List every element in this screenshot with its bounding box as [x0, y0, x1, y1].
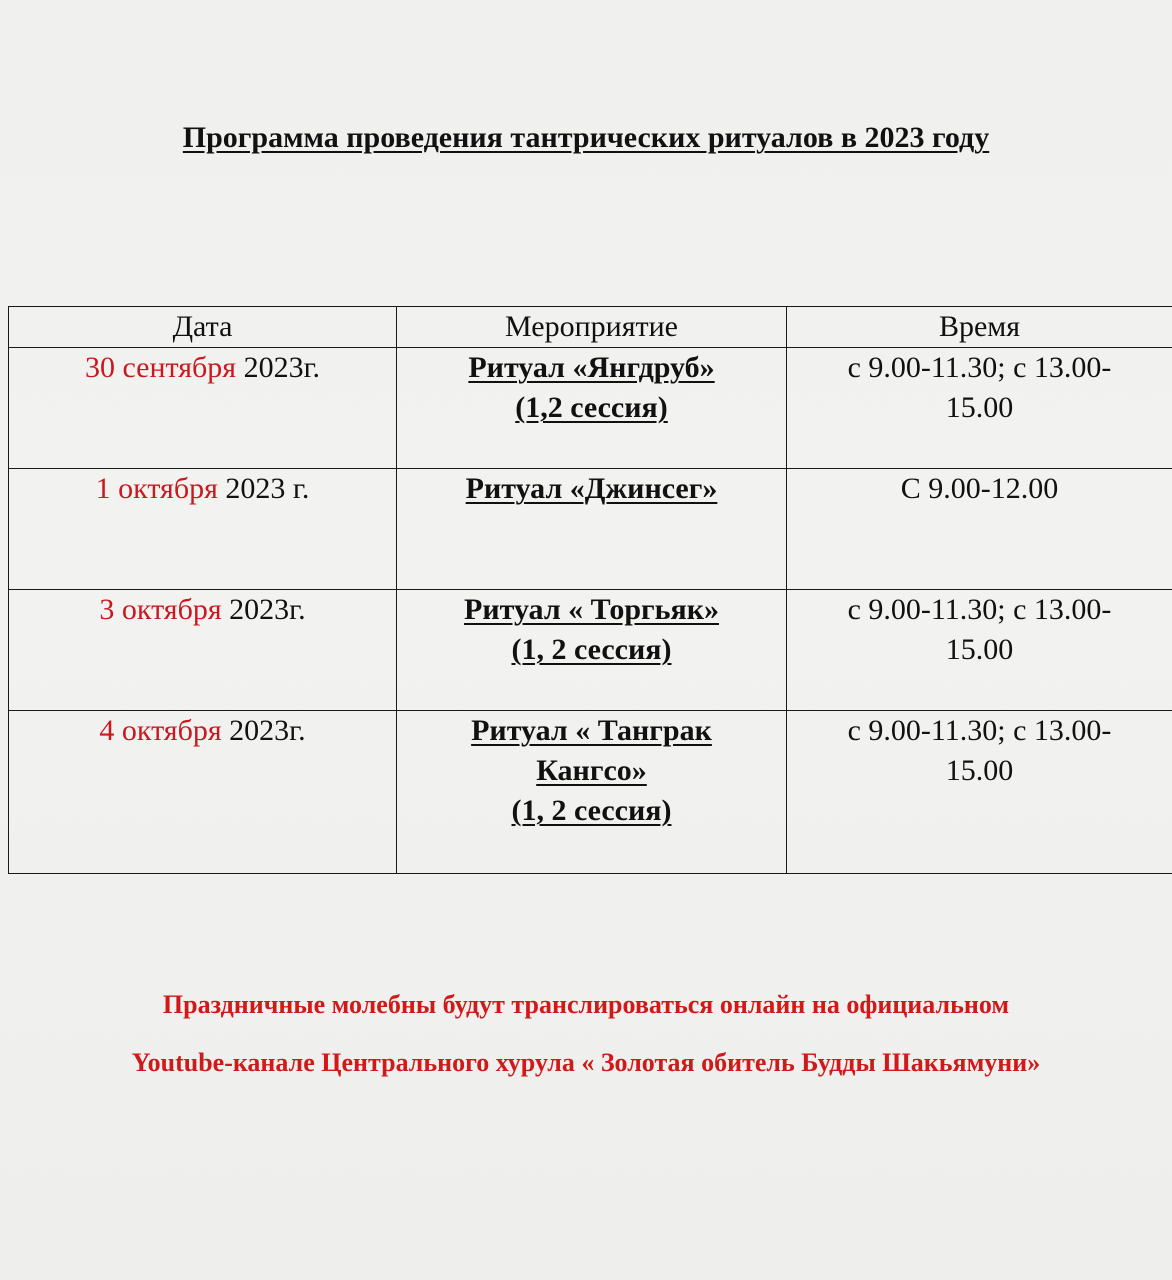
event-cell	[397, 469, 787, 590]
event-line: Ритуал « Танграк	[471, 714, 712, 747]
time-cell	[787, 711, 1172, 874]
date-day-month: 1 октября	[95, 472, 218, 505]
time-line: 15.00	[945, 633, 1014, 666]
time-line: С 9.00-12.00	[900, 472, 1059, 505]
date-year: 2023 г.	[217, 472, 310, 505]
date-day-month: 3 октября	[99, 593, 222, 626]
time-cell	[787, 590, 1172, 711]
event-line: Ритуал «Джинсег»	[465, 472, 718, 505]
broadcast-notice-line-1: Праздничные молебны будут транслироваться онлайн на официальном	[162, 990, 1010, 1019]
header-date: Дата	[9, 307, 397, 348]
date-year: 2023г.	[221, 593, 306, 626]
date-year: 2023г.	[221, 714, 306, 747]
broadcast-notice-line-2: Youtube-канале Центрального хурула « Золотая обитель Будды Шакьямуни»	[131, 1048, 1041, 1077]
time-line: 15.00	[945, 391, 1014, 424]
date-day-month: 30 сентября	[84, 351, 237, 384]
event-line: (1, 2 сессия)	[511, 794, 672, 827]
date-year: 2023г.	[236, 351, 321, 384]
table-row	[9, 711, 1172, 874]
time-line: 15.00	[945, 754, 1014, 787]
table-row	[9, 348, 1172, 469]
time-line: с 9.00-11.30; с 13.00-	[847, 714, 1112, 747]
event-line: (1,2 сессия)	[515, 391, 668, 424]
event-line: Ритуал « Торгьяк»	[464, 593, 719, 626]
time-cell	[787, 469, 1172, 590]
event-cell	[397, 590, 787, 711]
date-cell	[9, 348, 397, 469]
document-title	[0, 118, 1172, 155]
time-line: с 9.00-11.30; с 13.00-	[847, 593, 1112, 626]
date-day-month: 4 октября	[99, 714, 222, 747]
header-event: Мероприятие	[397, 307, 787, 348]
date-cell	[9, 590, 397, 711]
ritual-schedule-table	[8, 306, 1172, 874]
date-cell	[9, 711, 397, 874]
time-line: с 9.00-11.30; с 13.00-	[847, 351, 1112, 384]
table-row	[9, 469, 1172, 590]
event-line: Ритуал «Янгдруб»	[468, 351, 715, 384]
event-line: Кангсо»	[536, 754, 647, 787]
date-cell	[9, 469, 397, 590]
event-cell	[397, 348, 787, 469]
document-title-text: Программа проведения тантрических ритуалов в 2023 году	[182, 121, 990, 154]
header-time: Время	[787, 307, 1172, 348]
table-header-row	[9, 307, 1172, 348]
event-cell	[397, 711, 787, 874]
table-row	[9, 590, 1172, 711]
time-cell	[787, 348, 1172, 469]
event-line: (1, 2 сессия)	[511, 633, 672, 666]
